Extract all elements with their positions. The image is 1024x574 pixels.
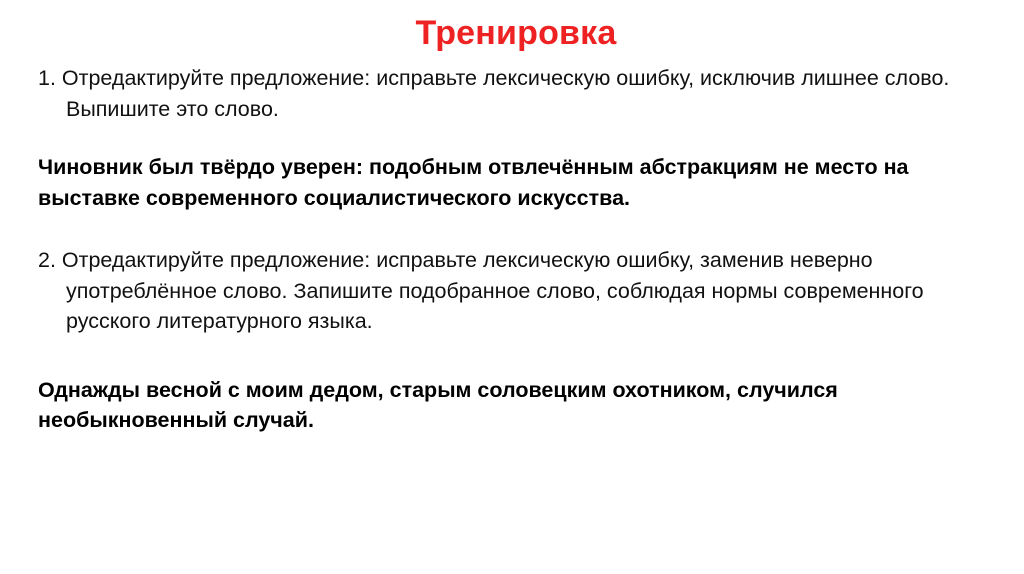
example-sentence-1: Чиновник был твёрдо уверен: подобным отвлечённым абстракциям не место на выставке современного социалистического искусства. <box>38 155 909 210</box>
spacer <box>38 359 994 375</box>
task-text-1: 1. Отредактируйте предложение: исправьте лексическую ошибку, исключив лишнее слово. Выпишите это слово. <box>38 66 950 121</box>
task-item-1 <box>38 63 994 124</box>
slide-body <box>38 63 994 436</box>
task-text-2: 2. Отредактируйте предложение: исправьте лексическую ошибку, заменив неверно употреблённое слово. Запишите подобранное слово, соблюдая нормы современного русского литературного языка. <box>38 248 924 334</box>
example-sentence-2: Однажды весной с моим дедом, старым соловецким охотником, случился необыкновенный случай. <box>38 377 838 433</box>
task-item-2 <box>38 245 994 337</box>
page-title: Тренировка <box>415 14 617 52</box>
